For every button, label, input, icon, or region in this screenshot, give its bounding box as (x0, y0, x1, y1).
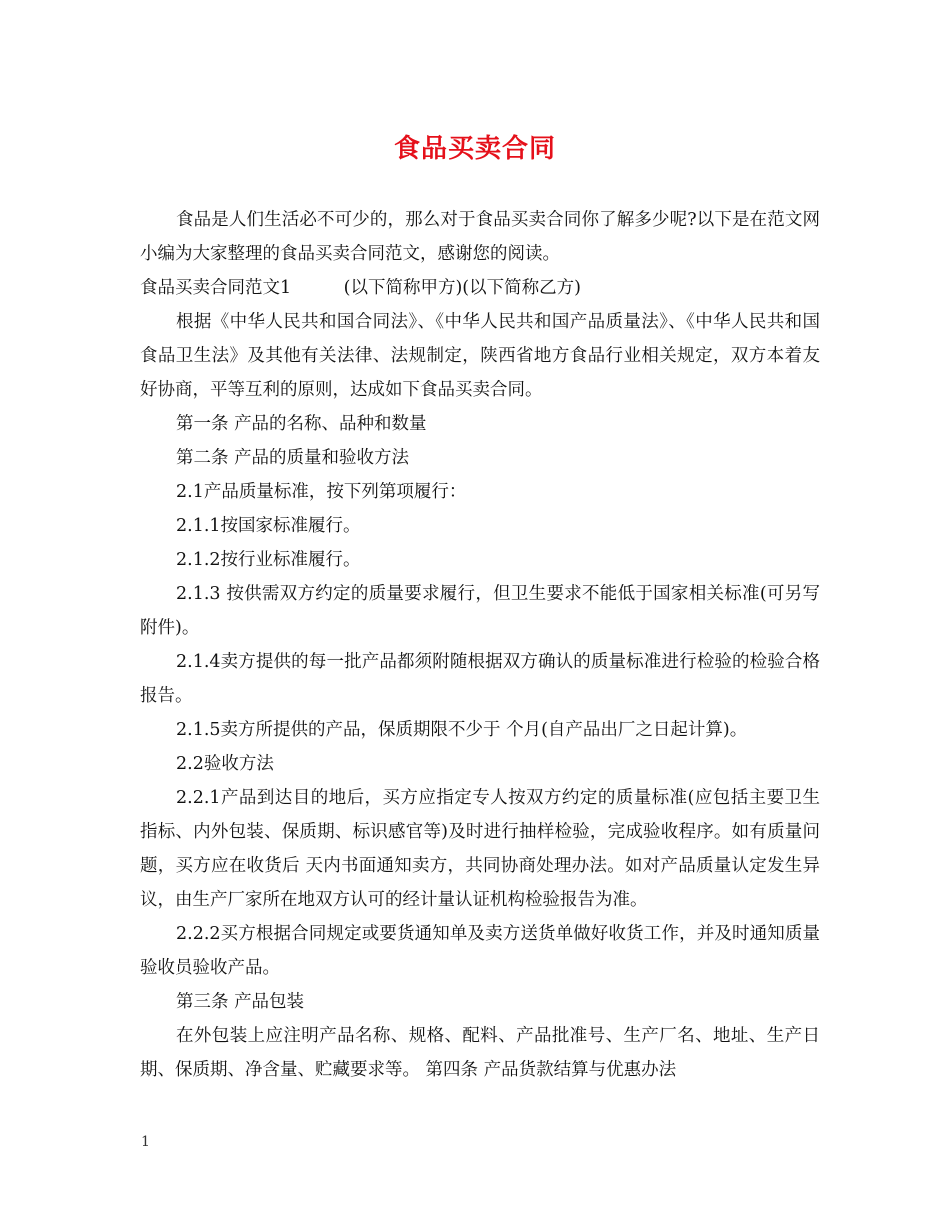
paragraph: 第一条 产品的名称、品种和数量 (176, 414, 427, 434)
paragraph: 2.1.3 按供需双方约定的质量要求履行，但卫生要求不能低于国家相关标准(可另写附件)。 (140, 584, 820, 638)
paragraph: 食品是人们生活必不可少的，那么对于食品买卖合同你了解多少呢?以下是在范文网小编为大家整理的食品买卖合同范文，感谢您的阅读。 (140, 210, 820, 264)
paragraph: 第二条 产品的质量和验收方法 (176, 448, 410, 468)
document-title: 食品买卖合同 (393, 134, 556, 164)
page-number: 1 (141, 1134, 150, 1150)
paragraph: 2.1.2按行业标准履行。 (176, 550, 361, 570)
document-body (140, 203, 820, 1087)
paragraph: 2.2.2买方根据合同规定或要货通知单及卖方送货单做好收货工作，并及时通知质量验收员验收产品。 (140, 924, 820, 978)
paragraph: 2.1.5卖方所提供的产品，保质期限不少于 个月(自产品出厂之日起计算)。 (176, 720, 748, 740)
paragraph: 2.1.1按国家标准履行。 (176, 516, 361, 536)
paragraph: 第三条 产品包装 (176, 992, 305, 1012)
paragraph: 食品买卖合同范文1 (以下简称甲方)(以下简称乙方) (140, 278, 581, 298)
paragraph: 在外包装上应注明产品名称、规格、配料、产品批准号、生产厂名、地址、生产日期、保质期、净含量、贮藏要求等。 第四条 产品货款结算与优惠办法 (140, 1026, 820, 1080)
paragraph: 2.1.4卖方提供的每一批产品都须附随根据双方确认的质量标准进行检验的检验合格报告。 (140, 652, 820, 706)
paragraph: 根据《中华人民共和国合同法》、《中华人民共和国产品质量法》、《中华人民共和国食品卫生法》及其他有关法律、法规制定，陕西省地方食品行业相关规定，双方本着友好协商，平等互利的原则，达成如下食品买卖合同。 (140, 312, 820, 400)
paragraph: 2.2.1产品到达目的地后，买方应指定专人按双方约定的质量标准(应包括主要卫生指标、内外包装、保质期、标识感官等)及时进行抽样检验，完成验收程序。如有质量问题，买方应在收货后 天内书面通知卖方，共同协商处理办法。如对产品质量认定发生异议，由生产厂家所在地双方认可的经计量认证机构检验报告为准。 (140, 788, 820, 910)
paragraph: 2.2验收方法 (176, 754, 274, 774)
paragraph: 2.1产品质量标准，按下列第项履行： (176, 482, 467, 502)
